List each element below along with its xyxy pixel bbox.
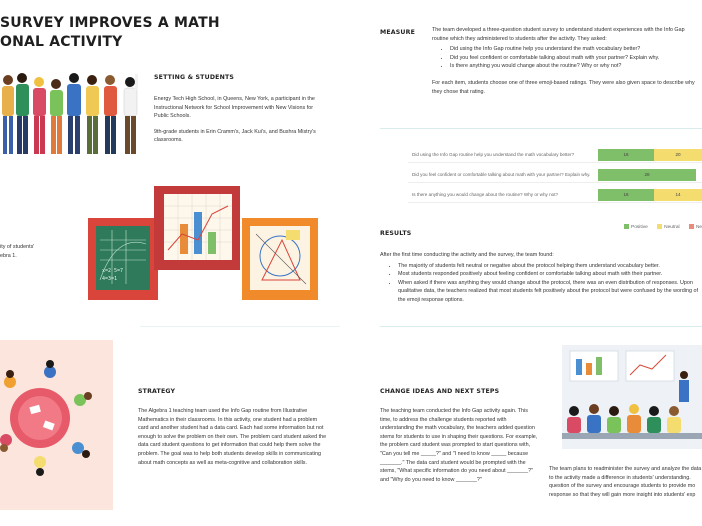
left-fragment-line-2: ebra 1.: [0, 252, 17, 259]
legend-swatch: [657, 224, 662, 229]
student-figure: [67, 73, 81, 154]
measure-intro: The team developed a three-question student survey to understand student experiences with the Info Gap routine which they administered to students after the activity. They asked:: [432, 27, 685, 42]
round-table-illustration: [0, 344, 113, 494]
title-line-2: ONAL ACTIVITY: [0, 34, 123, 50]
math-cards-illustration: [86, 184, 320, 302]
seated-person: [0, 434, 12, 452]
chart-bar-positive: [598, 149, 654, 161]
measure-question: • Did you feel confident or comfortable talking about math with your partner? Explain why.: [450, 54, 700, 63]
results-list: [380, 262, 700, 305]
chart-bar-neutral: [654, 189, 702, 201]
chart-category-label: Did using the Info Gap routine help you understand the math vocabulary better?: [412, 152, 575, 157]
presenter: [679, 371, 689, 402]
chart-bar-neutral: [654, 149, 702, 161]
chart-row: [408, 168, 702, 183]
svg-text:x=2 5=7: x=2 5=7: [102, 268, 124, 274]
svg-text:4=3=1: 4=3=1: [102, 276, 118, 282]
chart-category-label: Did you feel confident or comfortable talking about math with your partner? Explain why.: [412, 172, 591, 177]
legend-swatch: [689, 224, 694, 229]
results-item: • The majority of students felt neutral or negative about the protocol helping them understand vocabulary better.: [398, 262, 700, 271]
measure-closing: For each item, students choose one of three emoji-based ratings. They were also given space to describe why they chose that rating.: [432, 79, 695, 95]
classroom-illustration: [562, 345, 702, 449]
left-fragment-text: [0, 243, 60, 260]
page-title: [0, 14, 220, 52]
legend-label: Positive: [631, 224, 648, 230]
seated-person: [72, 442, 90, 458]
results-item: • Most students responded positively about feeling confident or comfortable talking about math with their partner.: [398, 270, 700, 279]
chart-row: [408, 148, 702, 163]
chart-data-label: 16: [623, 152, 629, 157]
setting-text: [154, 95, 326, 145]
section-divider: [380, 326, 702, 327]
legend-negative: [689, 225, 702, 230]
students-illustration: [0, 68, 150, 166]
setting-paragraph-1: Energy Tech High School, in Queens, New York, a participant in the Instructional Network for School Improvement with New Visions for Public Schools.: [154, 96, 315, 120]
section-divider: [380, 128, 702, 129]
measure-question-list: [432, 45, 700, 71]
results-item: • When asked if there was anything they would change about the protocol, there was an even distribution of responses. Upon qualitative data, the teachers realized that most students felt positively about the protocol but were confused by the wording of the emoji response options.: [398, 279, 700, 305]
seated-person: [34, 456, 46, 476]
results-heading: RESULTS: [380, 230, 412, 237]
chart-bar-positive: [598, 189, 654, 201]
measure-question: • Is there anything you would change about the routine? Why or why not?: [450, 62, 700, 71]
change-heading: CHANGE IDEAS AND NEXT STEPS: [380, 388, 500, 395]
measure-heading: MEASURE: [380, 29, 416, 36]
results-text: [380, 251, 700, 305]
legend-label: Neutral: [664, 224, 680, 230]
legend-label: Ne: [695, 224, 702, 230]
strategy-text: The Algebra 1 teaching team used the Info Gap routine from Illustrative Mathematics in their classrooms. In this activity, one student had a problem card and another student had a data card. Each had some information but not enough to solve the problem on their own. The problem card student asked the data card student questions to get information that could help them solve the problem. The goal was to help both students develop skills in communicating about math concepts as well as meta-cognitive and collaboration skills.: [138, 408, 327, 466]
student-figure: [86, 75, 99, 154]
next-steps-text: The team plans to readminister the survey and analyze the data to the activity made a difference in students' understanding. question of the survey and encourage students to provide mo response so that they will gain more insight into students' exp: [549, 466, 702, 498]
results-intro: After the first time conducting the activity and the survey, the team found:: [380, 252, 554, 258]
chart-data-label: 14: [675, 192, 681, 197]
setting-heading: SETTING & STUDENTS: [154, 74, 235, 81]
seated-person: [44, 360, 56, 378]
student-figure: [33, 77, 46, 154]
section-divider: [140, 326, 340, 327]
change-text: The teaching team conducted the Info Gap activity again. This time, to address the challenge students reported with understanding the math vocabulary, the teachers added question stems for students to use in shaping their questions. For example, the problem card student was prompted to start questions with, "Can you tell me _____?" and "I need to know _____ because _______." The data card student would be prompted with the stems, "What specific information do you need about _______?" and "Why do you need to know _______?": [380, 408, 538, 483]
student-figure: [2, 75, 14, 154]
student-figure: [124, 74, 138, 154]
chart-category-label: Is there anything you would change about the routine? Why or why not?: [412, 192, 559, 197]
chart-data-label: 20: [675, 152, 681, 157]
measure-question: • Did using the Info Gap routine help you understand the math vocabulary better?: [450, 45, 700, 54]
chart-data-label: 16: [623, 192, 629, 197]
legend-swatch: [624, 224, 629, 229]
left-fragment-line-1: ity of students': [0, 244, 35, 250]
seated-person: [4, 370, 16, 388]
setting-paragraph-2: 9th-grade students in Erin Cramm's, Jack Kui's, and Bushra Mistry's classrooms.: [154, 128, 316, 144]
chart-legend: [624, 224, 702, 230]
legend-neutral: [657, 225, 679, 230]
seated-person: [74, 392, 92, 406]
strategy-heading: STRATEGY: [138, 388, 176, 395]
measure-text: [432, 26, 700, 96]
student-figure: [16, 73, 29, 154]
chart-row: [408, 188, 702, 203]
legend-positive: [624, 225, 648, 230]
title-line-1: SURVEY IMPROVES A MATH: [0, 15, 220, 31]
chart-bar-positive: [598, 169, 696, 181]
student-figure: [50, 79, 63, 154]
student-figure: [104, 75, 117, 154]
chart-data-label: 28: [644, 172, 650, 177]
